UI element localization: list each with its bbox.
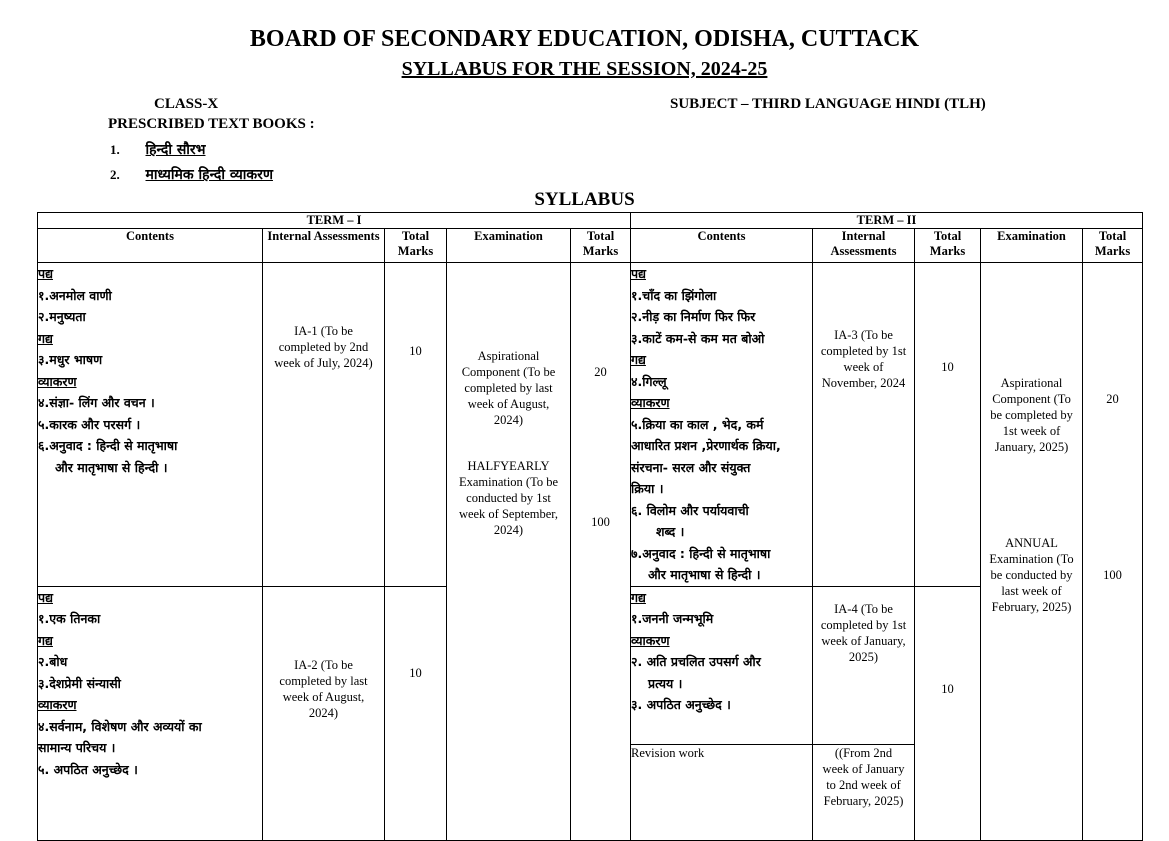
topic-line: ५.कारक और परसर्ग । [38, 416, 141, 432]
topic-line: और मातृभाषा से हिन्दी । [648, 567, 761, 582]
topic-line: संरचना- सरल और संयुक्त [631, 459, 751, 475]
section-heading: गद्य [38, 330, 53, 346]
section-heading: व्याकरण [38, 373, 77, 389]
topic-line: सामान्य परिचय । [38, 740, 116, 755]
topic-line: ५.क्रिया का काल , भेद, कर्म [631, 416, 764, 432]
col-contents: Contents [631, 229, 813, 263]
topic-line: १.चाँद का झिंगोला [631, 287, 717, 303]
topic-line: १.जननी जन्मभूमि [631, 611, 714, 626]
section-heading: गद्य [38, 632, 53, 648]
col-total-marks: Total Marks [1083, 229, 1143, 263]
ia-3: IA-3 (To be completed by 1st week of November, 2024 [820, 328, 907, 390]
col-total-marks: Total Marks [571, 229, 631, 263]
col-examination: Examination [981, 229, 1083, 263]
book-title: हिन्दी सौरभ [145, 142, 206, 158]
term-2-header: TERM – II [631, 213, 1143, 229]
topic-line: ६.अनुवाद : हिन्दी से मातृभाषा [38, 438, 178, 453]
class-label: CLASS-X [154, 96, 219, 112]
halfyearly-exam: HALFYEARLY Examination (To be conducted by 1st week of September, 2024) [458, 459, 559, 537]
ia-1-marks: 10 [409, 344, 422, 358]
topic-line: ४.सर्वनाम, विशेषण और अव्ययों का [38, 718, 202, 734]
board-title: BOARD OF SECONDARY EDUCATION, ODISHA, CUTTACK [249, 26, 920, 52]
book-number: 2. [110, 167, 120, 182]
ia-2-marks: 10 [409, 665, 422, 680]
revision-work: Revision work [631, 744, 813, 840]
subject-label: SUBJECT – THIRD LANGUAGE HINDI (TLH) [670, 96, 986, 112]
topic-line: २.मनुष्यता [38, 309, 86, 324]
annual-exam: ANNUAL Examination (To be conducted by last week of February, 2025) [989, 536, 1074, 614]
book-number: 1. [110, 142, 120, 157]
term1-aspirational: Aspirational Component (To be completed by last week of August, 2024) [461, 349, 556, 427]
section-heading: व्याकरण [631, 632, 670, 648]
term1-unit1-contents [38, 263, 263, 587]
topic-line: ३.मधुर भाषण [38, 352, 103, 367]
section-heading: पद्य [38, 266, 53, 281]
section-heading: पद्य [631, 266, 646, 281]
term-1-header: TERM – I [38, 213, 631, 229]
section-heading: व्याकरण [631, 395, 670, 410]
term2-unit2-contents [631, 586, 813, 744]
topic-line: प्रत्यय । [648, 675, 683, 691]
revision-period: ((From 2nd week of January to 2nd week of February, 2025) [822, 745, 905, 808]
ia-4-marks: 10 [941, 681, 954, 696]
topic-line: ३. अपठित अनुच्छेद । [631, 697, 731, 712]
halfyearly-marks: 100 [591, 515, 610, 529]
topic-line: ७.अनुवाद : हिन्दी से मातृभाषा [631, 545, 771, 561]
term2-exam-cell [981, 263, 1083, 841]
col-internal-assessments: Internal Assessments [263, 229, 385, 263]
section-heading: गद्य [631, 589, 646, 605]
topic-line: २.बोध [38, 654, 68, 669]
prescribed-books-label: PRESCRIBED TEXT BOOKS : [108, 116, 315, 132]
col-internal-assessments: Internal Assessments [813, 229, 915, 263]
col-examination: Examination [447, 229, 571, 263]
term2-aspirational: Aspirational Component (To be completed by 1st week of January, 2025) [990, 376, 1073, 454]
col-total-marks: Total Marks [385, 229, 447, 263]
topic-line: और मातृभाषा से हिन्दी । [55, 459, 168, 475]
ia-1: IA-1 (To be completed by 2nd week of July, 2024) [274, 324, 373, 370]
term1-exam-cell [447, 263, 571, 841]
topic-line: १.अनमोल वाणी [38, 287, 112, 303]
syllabus-table [37, 212, 1143, 841]
section-heading: व्याकरण [38, 697, 77, 712]
term2-aspirational-marks: 20 [1106, 392, 1119, 406]
syllabus-heading: SYLLABUS [534, 189, 635, 210]
term1-aspirational-marks: 20 [594, 365, 607, 379]
topic-line: २. अति प्रचलित उपसर्ग और [631, 654, 761, 669]
section-heading: गद्य [631, 352, 646, 367]
book-item [110, 165, 273, 184]
ia-2: IA-2 (To be completed by last week of August, 2024) [279, 657, 368, 720]
ia-3-marks: 10 [941, 360, 954, 374]
book-title: माध्यमिक हिन्दी व्याकरण [145, 167, 273, 183]
book-item [110, 140, 205, 159]
topic-line: ३.देशप्रेमी संन्यासी [38, 675, 121, 691]
col-contents: Contents [38, 229, 263, 263]
topic-line: ६. विलोम और पर्यायवाची [631, 502, 749, 518]
topic-line: ३.काटें कम-से कम मत बोओ [631, 330, 765, 346]
topic-line: ५. अपठित अनुच्छेद । [38, 761, 138, 777]
col-total-marks: Total Marks [915, 229, 981, 263]
term1-exam-marks-cell [571, 263, 631, 841]
topic-line: ४.गिल्लू [631, 373, 667, 389]
topic-line: आधारित प्रशन ,प्रेरणार्थक क्रिया, [631, 438, 781, 453]
topic-line: १.एक तिनका [38, 611, 101, 626]
term1-unit2-contents [38, 586, 263, 840]
section-heading: पद्य [38, 589, 53, 605]
term2-unit1-contents [631, 263, 813, 587]
topic-line: ४.संज्ञा- लिंग और वचन । [38, 395, 155, 410]
topic-line: क्रिया । [631, 481, 664, 496]
annual-marks: 100 [1103, 568, 1122, 582]
ia-4: IA-4 (To be completed by 1st week of January, 2025) [820, 601, 907, 664]
term2-exam-marks-cell [1083, 263, 1143, 841]
topic-line: शब्द । [656, 524, 685, 539]
topic-line: २.नीड़ का निर्माण फिर फिर [631, 309, 756, 324]
session-subtitle: SYLLABUS FOR THE SESSION, 2024-25 [401, 58, 768, 80]
